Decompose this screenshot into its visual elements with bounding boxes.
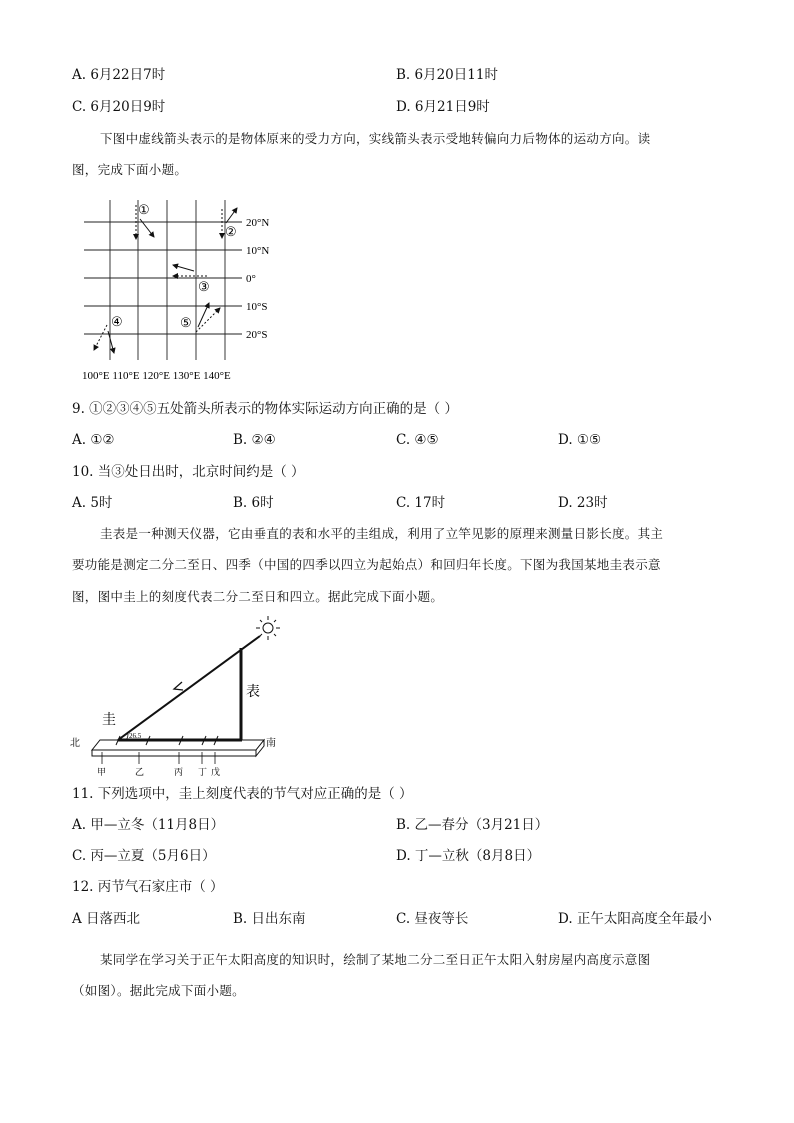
tick-label-bing: 丙 xyxy=(174,767,184,777)
passage2-line1: 圭表是一种测天仪器，它由垂直的表和水平的圭组成，利用了立竿见影的原理来测量日影长度。其主 xyxy=(100,526,664,541)
lat-label-10n: 10°N xyxy=(246,245,270,257)
q10-option-c: C. 17时 xyxy=(396,495,446,511)
south-label: 南 xyxy=(266,738,276,749)
arrow-4-force xyxy=(94,325,107,350)
lat-label-0: 0° xyxy=(246,273,256,285)
arrow-2-motion xyxy=(226,208,237,223)
passage2-line3: 图，图中圭上的刻度代表二分二至日和四立。据此完成下面小题。 xyxy=(72,589,444,604)
angle-label: 26.5 xyxy=(129,732,142,740)
passage1-line1: 下图中虚线箭头表示的是物体原来的受力方向，实线箭头表示受地转偏向力后物体的运动方向。读 xyxy=(100,131,651,146)
lat-label-10s: 10°S xyxy=(246,301,268,313)
q12-option-c: C. 昼夜等长 xyxy=(396,911,469,927)
gui-base-front xyxy=(92,750,256,756)
q9-stem: 9. ①②③④⑤五处箭头所表示的物体实际运动方向正确的是（ ） xyxy=(72,401,458,417)
q11-option-b: B. 乙—春分（3月21日） xyxy=(396,817,549,833)
q8-option-c: C. 6月20日9时 xyxy=(72,99,166,115)
grid-lines xyxy=(84,200,242,360)
q12-stem: 12. 丙节气石家庄市（ ） xyxy=(72,879,224,895)
gui-label: 圭 xyxy=(102,713,116,728)
tick-label-wu: 戊 xyxy=(211,767,221,777)
q9-option-d: D. ①⑤ xyxy=(558,432,602,448)
q11-option-d: D. 丁—立秋（8月8日） xyxy=(396,848,541,864)
q12-option-d: D. 正午太阳高度全年最小 xyxy=(558,911,712,927)
arrow-5-motion xyxy=(198,303,209,327)
sun-ray xyxy=(118,636,260,740)
q11-stem: 11. 下列选项中，圭上刻度代表的节气对应正确的是（ ） xyxy=(72,786,413,802)
q10-option-d: D. 23时 xyxy=(558,495,608,511)
lat-label-20s: 20°S xyxy=(246,329,268,341)
marker-5: ⑤ xyxy=(180,315,192,330)
q9-option-c: C. ④⑤ xyxy=(396,432,439,448)
tick-label-yi: 乙 xyxy=(135,767,145,777)
ray-direction-arrow xyxy=(174,682,183,690)
q8-option-a: A. 6月22日7时 xyxy=(72,67,166,83)
q12-option-a: A 日落西北 xyxy=(72,911,141,927)
biao-label: 表 xyxy=(246,685,260,700)
passage2-line2: 要功能是测定二分二至日、四季（中国的四季以四立为起始点）和回归年长度。下图为我国某地圭表示意 xyxy=(72,557,661,572)
q9-option-a: A. ①② xyxy=(72,432,115,448)
tick-label-jia: 甲 xyxy=(97,767,107,777)
marker-4: ④ xyxy=(111,314,123,329)
q8-option-b: B. 6月20日11时 xyxy=(396,67,498,83)
arrow-3-motion xyxy=(173,265,194,271)
q11-option-c: C. 丙—立夏（5月6日） xyxy=(72,848,216,864)
q11-option-a: A. 甲—立冬（11月8日） xyxy=(72,817,225,833)
q10-option-b: B. 6时 xyxy=(233,495,274,511)
marker-3: ③ xyxy=(198,279,210,294)
arrow-5-force xyxy=(196,308,220,332)
passage3-line2: （如图）。据此完成下面小题。 xyxy=(72,983,245,998)
lon-labels: 100°E 110°E 120°E 130°E 140°E xyxy=(82,370,231,382)
lat-label-20n: 20°N xyxy=(246,217,270,229)
gnomon-figure xyxy=(70,612,290,782)
q10-stem: 10. 当③处日出时，北京时间约是（ ） xyxy=(72,464,305,480)
q9-option-b: B. ②④ xyxy=(233,432,276,448)
marker-2: ② xyxy=(225,224,237,239)
passage1-line2: 图，完成下面小题。 xyxy=(72,162,188,177)
q12-option-b: B. 日出东南 xyxy=(233,911,306,927)
marker-1: ① xyxy=(138,202,150,217)
q8-option-d: D. 6月21日9时 xyxy=(396,99,490,115)
passage3-line1: 某同学在学习关于正午太阳高度的知识时，绘制了某地二分二至日正午太阳入射房屋内高度示意图 xyxy=(100,952,651,967)
coriolis-grid-figure xyxy=(70,195,300,390)
q10-option-a: A. 5时 xyxy=(72,495,113,511)
tick-label-ding: 丁 xyxy=(198,767,208,777)
north-label: 北 xyxy=(70,738,80,749)
